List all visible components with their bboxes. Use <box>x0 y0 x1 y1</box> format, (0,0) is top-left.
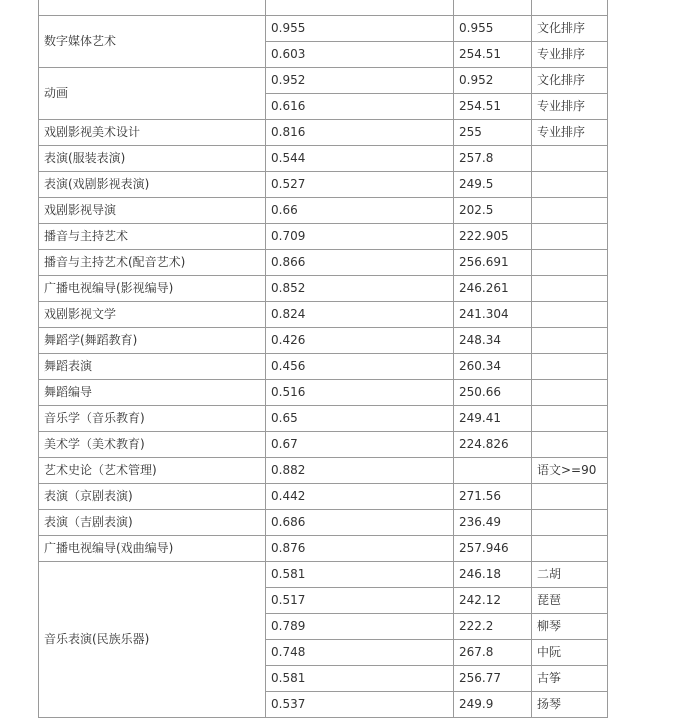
score-cell: 255 <box>454 120 532 146</box>
ratio-cell: 0.686 <box>266 510 454 536</box>
ratio-cell: 0.852 <box>266 276 454 302</box>
ratio-cell: 0.882 <box>266 458 454 484</box>
table-row <box>39 250 608 276</box>
table-row <box>39 510 608 536</box>
table-row <box>39 302 608 328</box>
note-cell <box>532 250 608 276</box>
score-cell <box>454 458 532 484</box>
score-cell: 246.261 <box>454 276 532 302</box>
note-cell: 专业排序 <box>532 42 608 68</box>
note-cell <box>532 0 608 16</box>
ratio-cell: 0.456 <box>266 354 454 380</box>
major-cell: 广播电视编导(影视编导) <box>39 276 266 302</box>
ratio-cell: 0.876 <box>266 536 454 562</box>
score-cell: 250.66 <box>454 380 532 406</box>
ratio-cell <box>266 0 454 16</box>
note-cell: 二胡 <box>532 562 608 588</box>
note-cell <box>532 224 608 250</box>
score-cell: 256.77 <box>454 666 532 692</box>
note-cell: 语文>=90 <box>532 458 608 484</box>
score-cell: 249.9 <box>454 692 532 718</box>
score-cell: 254.51 <box>454 94 532 120</box>
table-row <box>39 16 608 42</box>
note-cell <box>532 276 608 302</box>
major-cell: 音乐表演(民族乐器) <box>39 562 266 718</box>
ratio-cell: 0.537 <box>266 692 454 718</box>
ratio-cell: 0.442 <box>266 484 454 510</box>
score-cell: 202.5 <box>454 198 532 224</box>
ratio-cell: 0.952 <box>266 68 454 94</box>
table-row <box>39 68 608 94</box>
major-cell: 表演(服装表演) <box>39 146 266 172</box>
note-cell <box>532 536 608 562</box>
note-cell: 琵琶 <box>532 588 608 614</box>
table-row <box>39 120 608 146</box>
major-cell: 广播电视编导(戏曲编导) <box>39 536 266 562</box>
ratio-cell: 0.66 <box>266 198 454 224</box>
note-cell: 中阮 <box>532 640 608 666</box>
ratio-cell: 0.616 <box>266 94 454 120</box>
major-cell: 播音与主持艺术 <box>39 224 266 250</box>
major-cell: 舞蹈学(舞蹈教育) <box>39 328 266 354</box>
ratio-cell: 0.816 <box>266 120 454 146</box>
score-cell: 257.946 <box>454 536 532 562</box>
score-cell: 267.8 <box>454 640 532 666</box>
ratio-cell: 0.581 <box>266 562 454 588</box>
note-cell <box>532 406 608 432</box>
ratio-cell: 0.544 <box>266 146 454 172</box>
score-cell: 246.18 <box>454 562 532 588</box>
table-row <box>39 458 608 484</box>
score-cell: 236.49 <box>454 510 532 536</box>
note-cell <box>532 146 608 172</box>
major-cell: 戏剧影视导演 <box>39 198 266 224</box>
note-cell <box>532 432 608 458</box>
score-cell: 254.51 <box>454 42 532 68</box>
score-cell: 241.304 <box>454 302 532 328</box>
score-cell: 222.905 <box>454 224 532 250</box>
note-cell: 扬琴 <box>532 692 608 718</box>
table-row <box>39 224 608 250</box>
table-row <box>39 198 608 224</box>
major-cell: 艺术史论（艺术管理) <box>39 458 266 484</box>
score-cell: 222.2 <box>454 614 532 640</box>
note-cell <box>532 328 608 354</box>
table-row <box>39 172 608 198</box>
table-row <box>39 0 608 16</box>
table-row <box>39 328 608 354</box>
score-cell: 0.952 <box>454 68 532 94</box>
note-cell: 专业排序 <box>532 120 608 146</box>
ratio-cell: 0.581 <box>266 666 454 692</box>
score-cell: 257.8 <box>454 146 532 172</box>
table-row <box>39 406 608 432</box>
note-cell <box>532 172 608 198</box>
score-cell: 260.34 <box>454 354 532 380</box>
table-row <box>39 380 608 406</box>
major-cell: 表演(戏剧影视表演) <box>39 172 266 198</box>
table-row <box>39 562 608 588</box>
score-cell: 249.41 <box>454 406 532 432</box>
ratio-cell: 0.709 <box>266 224 454 250</box>
major-cell: 播音与主持艺术(配音艺术) <box>39 250 266 276</box>
ratio-cell: 0.67 <box>266 432 454 458</box>
note-cell <box>532 302 608 328</box>
ratio-cell: 0.65 <box>266 406 454 432</box>
major-cell: 舞蹈表演 <box>39 354 266 380</box>
score-cell: 248.34 <box>454 328 532 354</box>
ratio-cell: 0.426 <box>266 328 454 354</box>
ratio-cell: 0.748 <box>266 640 454 666</box>
table-row <box>39 146 608 172</box>
table-row <box>39 432 608 458</box>
note-cell <box>532 354 608 380</box>
major-cell: 美术学（美术教育) <box>39 432 266 458</box>
major-cell: 表演（京剧表演) <box>39 484 266 510</box>
major-cell: 动画 <box>39 68 266 120</box>
note-cell <box>532 380 608 406</box>
ratio-cell: 0.824 <box>266 302 454 328</box>
major-cell: 数字媒体艺术 <box>39 16 266 68</box>
score-cell <box>454 0 532 16</box>
score-cell: 0.955 <box>454 16 532 42</box>
note-cell <box>532 510 608 536</box>
ratio-cell: 0.527 <box>266 172 454 198</box>
note-cell: 古筝 <box>532 666 608 692</box>
major-cell: 表演（吉剧表演) <box>39 510 266 536</box>
score-cell: 242.12 <box>454 588 532 614</box>
ratio-cell: 0.789 <box>266 614 454 640</box>
table-row <box>39 536 608 562</box>
major-cell: 戏剧影视文学 <box>39 302 266 328</box>
score-cell: 271.56 <box>454 484 532 510</box>
note-cell <box>532 198 608 224</box>
major-cell: 戏剧影视美术设计 <box>39 120 266 146</box>
score-cell: 249.5 <box>454 172 532 198</box>
note-cell <box>532 484 608 510</box>
note-cell: 文化排序 <box>532 68 608 94</box>
table-row <box>39 276 608 302</box>
score-cell: 224.826 <box>454 432 532 458</box>
table-row <box>39 354 608 380</box>
score-cell: 256.691 <box>454 250 532 276</box>
ratio-cell: 0.866 <box>266 250 454 276</box>
note-cell: 专业排序 <box>532 94 608 120</box>
major-cell <box>39 0 266 16</box>
table-row <box>39 484 608 510</box>
ratio-cell: 0.955 <box>266 16 454 42</box>
ratio-cell: 0.516 <box>266 380 454 406</box>
note-cell: 柳琴 <box>532 614 608 640</box>
admission-score-table <box>38 0 608 718</box>
ratio-cell: 0.517 <box>266 588 454 614</box>
ratio-cell: 0.603 <box>266 42 454 68</box>
major-cell: 舞蹈编导 <box>39 380 266 406</box>
note-cell: 文化排序 <box>532 16 608 42</box>
major-cell: 音乐学（音乐教育) <box>39 406 266 432</box>
